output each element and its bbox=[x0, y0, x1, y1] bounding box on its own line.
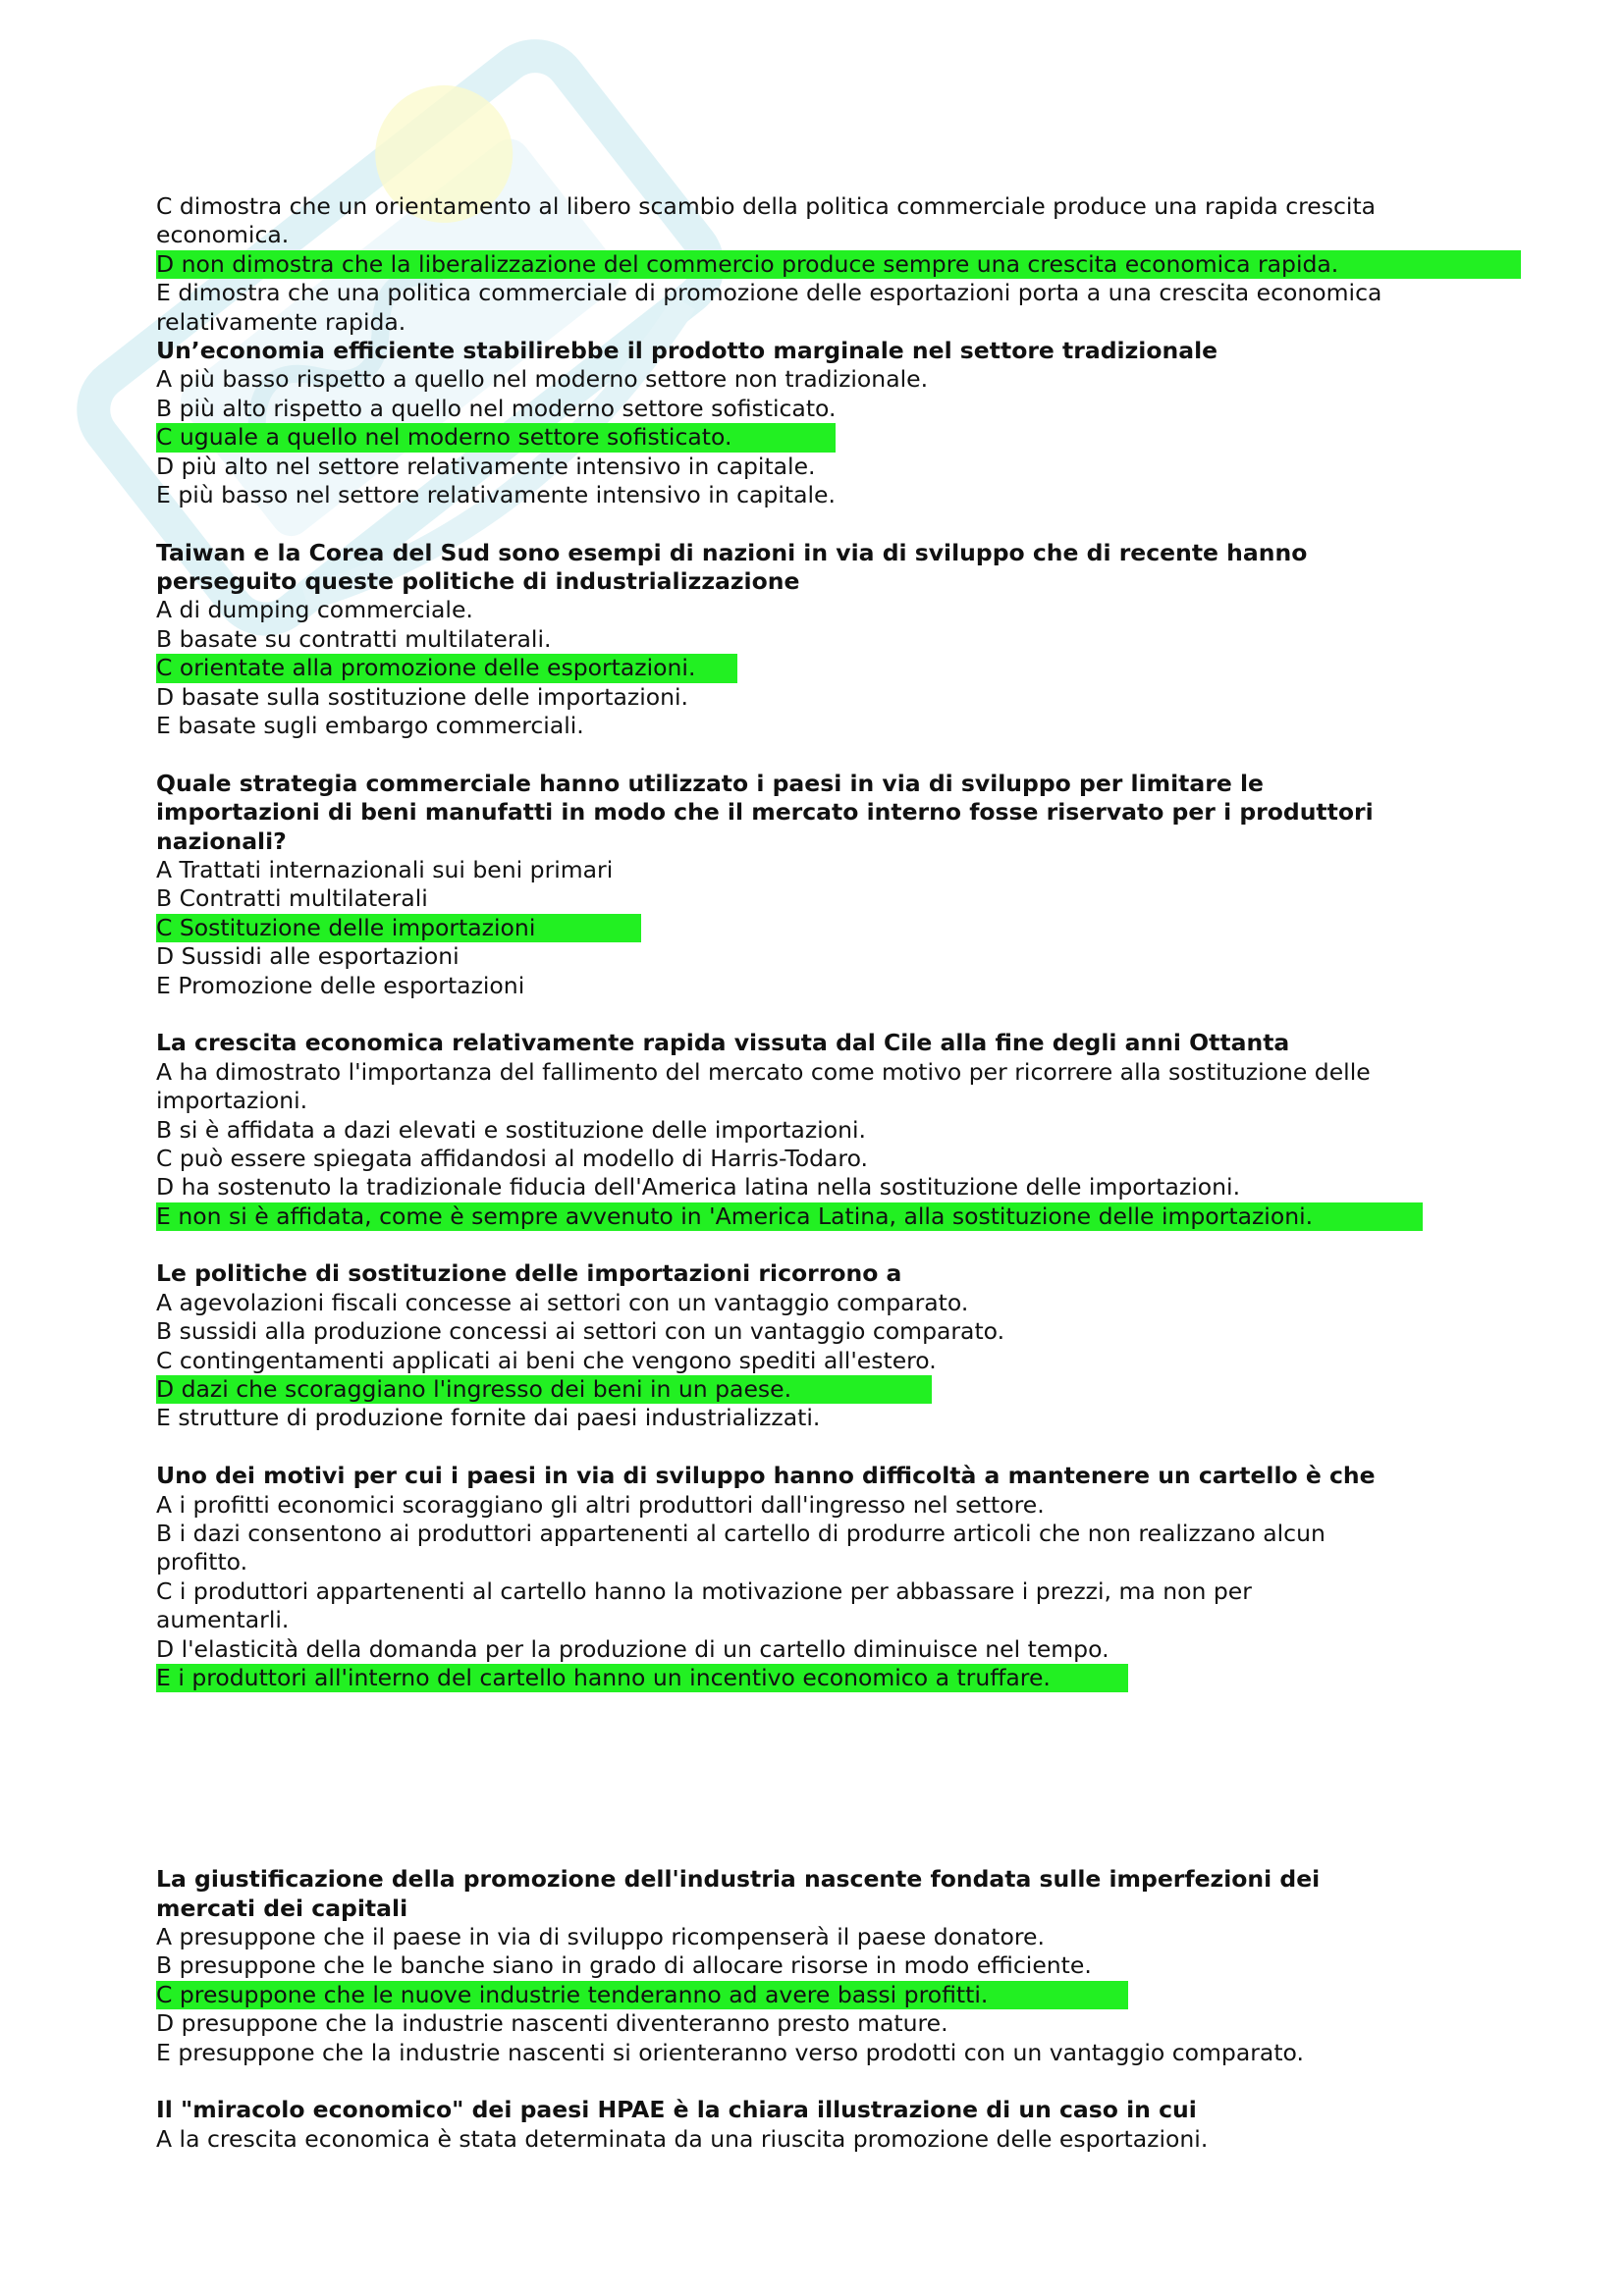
answer-option: profitto. bbox=[156, 1548, 248, 1576]
answer-option: importazioni. bbox=[156, 1087, 308, 1115]
question-block-2 bbox=[156, 337, 1531, 509]
question-block-5 bbox=[156, 1029, 1531, 1231]
answer-option: E basate sugli embargo commerciali. bbox=[156, 712, 584, 740]
answer-option: D più alto nel settore relativamente intensivo in capitale. bbox=[156, 452, 816, 480]
question-text: Le politiche di sostituzione delle importazioni ricorrono a bbox=[156, 1259, 902, 1288]
answer-option: aumentarli. bbox=[156, 1606, 290, 1634]
question-text: Quale strategia commerciale hanno utilizzato i paesi in via di sviluppo per limitare le bbox=[156, 769, 1264, 797]
answer-option: B sussidi alla produzione concessi ai settori con un vantaggio comparato. bbox=[156, 1317, 1005, 1346]
question-text: nazionali? bbox=[156, 827, 287, 855]
question-block-6 bbox=[156, 1259, 1531, 1432]
document-page bbox=[156, 192, 1531, 2154]
answer-option: B si è affidata a dazi elevati e sostituzione delle importazioni. bbox=[156, 1115, 866, 1144]
answer-option: E più basso nel settore relativamente intensivo in capitale. bbox=[156, 480, 836, 508]
question-block-3 bbox=[156, 539, 1531, 741]
answer-option: B i dazi consentono ai produttori appartenenti al cartello di produrre articoli che non realizzano alcun bbox=[156, 1519, 1325, 1547]
question-text: Il "miracolo economico" dei paesi HPAE è la chiara illustrazione di un caso in cui bbox=[156, 2096, 1197, 2124]
answer-option: E strutture di produzione fornite dai paesi industrializzati. bbox=[156, 1404, 821, 1432]
answer-option: D presuppone che la industrie nascenti diventeranno presto mature. bbox=[156, 2009, 948, 2038]
question-text: La giustificazione della promozione dell'industria nascente fondata sulle imperfezioni dei bbox=[156, 1865, 1321, 1894]
answer-option: C contingentamenti applicati ai beni che vengono spediti all'estero. bbox=[156, 1346, 937, 1374]
question-block-4 bbox=[156, 770, 1531, 1000]
correct-answer-highlight: C uguale a quello nel moderno settore sofisticato. bbox=[156, 423, 1531, 452]
question-block-9 bbox=[156, 2096, 1531, 2154]
question-text: mercati dei capitali bbox=[156, 1894, 408, 1922]
answer-option: A Trattati internazionali sui beni primari bbox=[156, 855, 614, 883]
correct-answer-highlight: E non si è affidata, come è sempre avvenuto in 'America Latina, alla sostituzione delle importazioni. bbox=[156, 1202, 1531, 1231]
answer-option: E dimostra che una politica commerciale di promozione delle esportazioni porta a una crescita economica bbox=[156, 279, 1382, 307]
answer-option: B Contratti multilaterali bbox=[156, 884, 428, 913]
question-text: importazioni di beni manufatti in modo che il mercato interno fosse riservato per i produttori bbox=[156, 798, 1374, 827]
question-text: Uno dei motivi per cui i paesi in via di sviluppo hanno difficoltà a mantenere un cartello è che bbox=[156, 1462, 1376, 1490]
question-block-8 bbox=[156, 1865, 1531, 2067]
answer-option: A i profitti economici scoraggiano gli altri produttori dall'ingresso nel settore. bbox=[156, 1490, 1045, 1519]
answer-option: B presuppone che le banche siano in grado di allocare risorse in modo efficiente. bbox=[156, 1951, 1092, 1980]
answer-option: D basate sulla sostituzione delle importazioni. bbox=[156, 682, 689, 711]
answer-option: A la crescita economica è stata determinata da una riuscita promozione delle esportazioni. bbox=[156, 2124, 1209, 2153]
answer-option: A ha dimostrato l'importanza del fallimento del mercato come motivo per ricorrere alla sostituzione delle bbox=[156, 1057, 1371, 1086]
answer-option: C può essere spiegata affidandosi al modello di Harris-Todaro. bbox=[156, 1144, 869, 1172]
answer-option: D l'elasticità della domanda per la produzione di un cartello diminuisce nel tempo. bbox=[156, 1634, 1109, 1663]
correct-answer-highlight: D non dimostra che la liberalizzazione del commercio produce sempre una crescita economica rapida. bbox=[156, 250, 1531, 279]
answer-option: A di dumping commerciale. bbox=[156, 596, 473, 624]
correct-answer-highlight: E i produttori all'interno del cartello hanno un incentivo economico a truffare. bbox=[156, 1664, 1531, 1692]
correct-answer-highlight: D dazi che scoraggiano l'ingresso dei beni in un paese. bbox=[156, 1375, 1531, 1404]
answer-option: B basate su contratti multilaterali. bbox=[156, 624, 552, 653]
answer-option: C dimostra che un orientamento al libero scambio della politica commerciale produce una rapida crescita bbox=[156, 192, 1377, 220]
question-text: La crescita economica relativamente rapida vissuta dal Cile alla fine degli anni Ottanta bbox=[156, 1029, 1290, 1057]
question-text: Taiwan e la Corea del Sud sono esempi di nazioni in via di sviluppo che di recente hanno bbox=[156, 538, 1308, 566]
answer-option: A presuppone che il paese in via di sviluppo ricompenserà il paese donatore. bbox=[156, 1923, 1045, 1951]
correct-answer-highlight: C Sostituzione delle importazioni bbox=[156, 914, 1531, 942]
answer-option: C i produttori appartenenti al cartello hanno la motivazione per abbassare i prezzi, ma non per bbox=[156, 1576, 1252, 1605]
answer-option: economica. bbox=[156, 221, 290, 249]
answer-option: A agevolazioni fiscali concesse ai settori con un vantaggio comparato. bbox=[156, 1288, 969, 1316]
answer-option: E Promozione delle esportazioni bbox=[156, 971, 525, 999]
question-text: Un’economia efficiente stabilirebbe il prodotto marginale nel settore tradizionale bbox=[156, 336, 1218, 364]
answer-option: D Sussidi alle esportazioni bbox=[156, 942, 460, 971]
answer-option: B più alto rispetto a quello nel moderno settore sofisticato. bbox=[156, 394, 837, 422]
correct-answer-highlight: C presuppone che le nuove industrie tenderanno ad avere bassi profitti. bbox=[156, 1981, 1531, 2009]
question-text: perseguito queste politiche di industrializzazione bbox=[156, 567, 800, 596]
answer-option: relativamente rapida. bbox=[156, 307, 406, 336]
answer-option: E presuppone che la industrie nascenti si orienteranno verso prodotti con un vantaggio comparato. bbox=[156, 2038, 1304, 2066]
answer-option: D ha sostenuto la tradizionale fiducia dell'America latina nella sostituzione delle importazioni. bbox=[156, 1173, 1241, 1201]
answer-option: A più basso rispetto a quello nel moderno settore non tradizionale. bbox=[156, 365, 929, 394]
question-block-7 bbox=[156, 1462, 1531, 1692]
correct-answer-highlight: C orientate alla promozione delle esportazioni. bbox=[156, 654, 1531, 682]
question-block-1 bbox=[156, 192, 1531, 337]
